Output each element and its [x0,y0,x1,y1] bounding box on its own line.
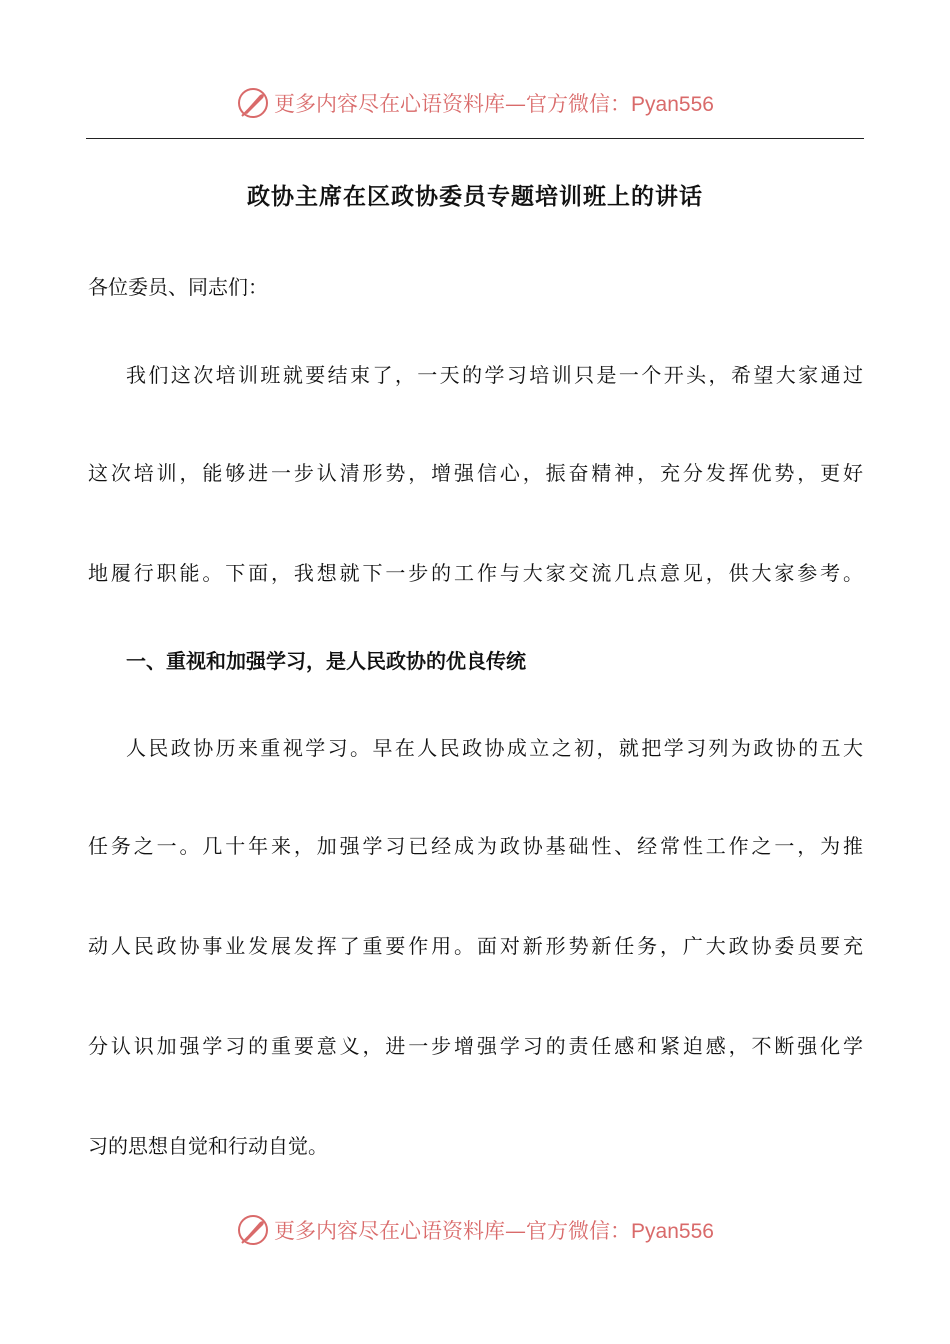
watermark-text [274,88,714,118]
paragraph2-line-1: 人民政协历来重视学习。早在人民政协成立之初，就把学习列为政协的五大 [126,736,863,760]
document-title: 政协主席在区政协委员专题培训班上的讲话 [247,184,703,210]
header-divider [86,138,864,139]
watermark-prefix: 更多内容尽在心语资料库—官方微信： [274,1219,632,1243]
paragraph2-line-3: 动人民政协事业发展发挥了重要作用。面对新形势新任务，广大政协委员要充 [88,934,863,958]
watermark-prefix: 更多内容尽在心语资料库—官方微信： [274,92,632,116]
paragraph2-line-5: 习的思想自觉和行动自觉。 [88,1134,328,1158]
paragraph1-line-1: 我们这次培训班就要结束了，一天的学习培训只是一个开头，希望大家通过 [126,363,863,387]
footer-watermark [0,1205,950,1255]
watermark-text [274,1215,714,1245]
paragraph1-line-2: 这次培训，能够进一步认清形势，增强信心，振奋精神，充分发挥优势，更好 [88,461,863,485]
feather-pen-logo-icon [236,1213,270,1247]
paragraph2-line-2: 任务之一。几十年来，加强学习已经成为政协基础性、经常性工作之一，为推 [88,834,863,858]
section1-heading: 一、重视和加强学习，是人民政协的优良传统 [126,649,526,673]
watermark-wechat-id: Pyan556 [631,1220,714,1243]
header-watermark [0,78,950,128]
paragraph2-line-4: 分认识加强学习的重要意义，进一步增强学习的责任感和紧迫感，不断强化学 [88,1034,863,1058]
watermark-wechat-id: Pyan556 [631,93,714,116]
feather-pen-logo-icon [236,86,270,120]
salutation: 各位委员、同志们： [88,275,268,299]
paragraph1-line-3: 地履行职能。下面，我想就下一步的工作与大家交流几点意见，供大家参考。 [88,561,863,585]
